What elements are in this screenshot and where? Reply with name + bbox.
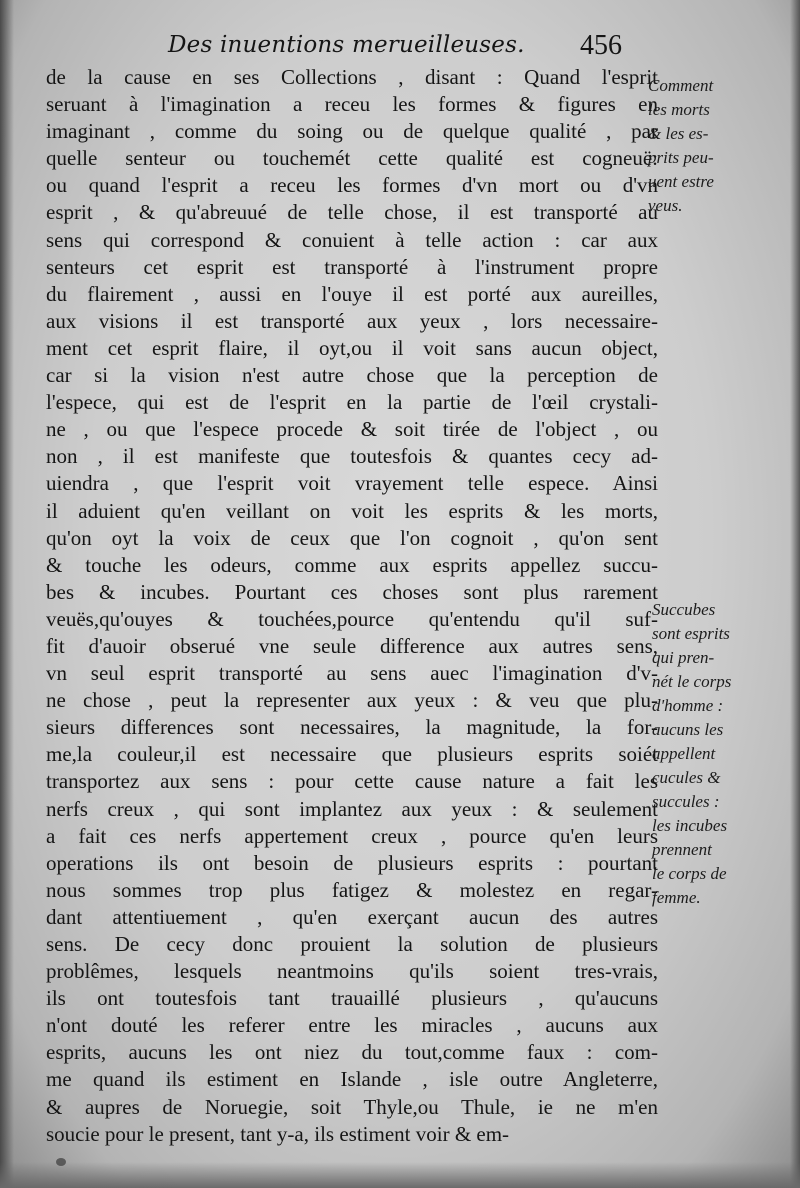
margin-note-line: uent estre	[648, 172, 714, 191]
margin-note-line: femme.	[652, 888, 701, 907]
text-line: vn seul esprit transporté au sens auec l'imagination d'v-	[46, 661, 658, 686]
text-line: car si la vision n'est autre chose que la perception de	[46, 363, 658, 388]
margin-note-line: nét le corps	[652, 672, 732, 691]
text-line: me quand ils estiment en Islande , isle outre Angleterre,	[46, 1067, 658, 1092]
text-line: & aupres de Noruegie, soit Thyle,ou Thule, ie ne m'en	[46, 1094, 658, 1119]
text-line: fit d'auoir obserué vne seule difference aux autres sens,	[46, 633, 658, 658]
text-line: quelle senteur ou touchemét cette qualité est cogneuë:	[46, 146, 658, 171]
text-line: du flairement , aussi en l'ouye il est porté aux aureilles,	[46, 281, 658, 306]
margin-note-line: veus.	[648, 196, 683, 215]
page-shadow-left	[0, 0, 14, 1188]
text-line: aux visions il est transporté aux yeux , lors necessaire-	[46, 308, 658, 333]
margin-note-line: Comment	[648, 76, 714, 95]
text-line: & touche les odeurs, comme aux esprits appellez succu-	[46, 552, 658, 577]
text-line: de la cause en ses Collections , disant : Quand l'esprit	[46, 65, 658, 89]
text-line: uiendra , que l'esprit voit vrayement telle espece. Ainsi	[46, 471, 658, 496]
margin-note-line: appellent	[652, 744, 716, 763]
margin-note-line: & les es-	[648, 124, 709, 143]
text-line: veuës,qu'ouyes & touchées,pource qu'entendu qu'il suf-	[46, 606, 658, 631]
margin-note-succubes	[652, 598, 792, 910]
margin-note-line: prits peu-	[648, 148, 714, 167]
text-line: qu'on oyt la voix de ceux que l'on cognoit , qu'on sent	[46, 525, 658, 550]
margin-note-line: les incubes	[652, 816, 728, 835]
text-line: ne , ou que l'espece procede & soit tirée de l'object , ou	[46, 417, 658, 442]
body-text	[46, 64, 658, 1148]
text-line: seruant à l'imagination a receu les formes & figures en	[46, 92, 658, 117]
margin-note-line: aucuns les	[652, 720, 724, 739]
text-line: imaginant , comme du soing ou de quelque qualité , par	[46, 119, 658, 144]
page-header	[0, 28, 800, 68]
page-shadow-right	[790, 0, 800, 1188]
text-line: sens qui correspond & conuient à telle action : car aux	[46, 227, 658, 252]
text-line: operations ils ont besoin de plusieurs esprits : pourtant	[46, 850, 658, 875]
text-line: a fait ces nerfs appertement creux , pource qu'en leurs	[46, 823, 658, 848]
ink-smudge	[56, 1158, 66, 1166]
text-line: senteurs cet esprit est transporté à l'instrument propre	[46, 254, 658, 279]
text-line: soucie pour le present, tant y-a, ils estiment voir & em-	[46, 1121, 510, 1146]
margin-note-line: qui pren-	[652, 648, 715, 667]
text-line: nous sommes trop plus fatigez & molestez en regar-	[46, 877, 658, 902]
margin-note-line: d'homme :	[652, 696, 724, 715]
margin-note-line: cucules &	[652, 768, 721, 787]
text-line: me,la couleur,il est necessaire que plusieurs esprits soiét	[46, 742, 658, 767]
margin-note-line: le corps de	[652, 864, 727, 883]
text-line: ment cet esprit flaire, il oyt,ou il voit sans aucun object,	[46, 335, 658, 360]
text-line: esprits, aucuns les ont niez du tout,comme faux : com-	[46, 1040, 658, 1065]
margin-note-line: les morts	[648, 100, 710, 119]
text-line: non , il est manifeste que toutesfois & quantes cecy ad-	[46, 444, 658, 469]
text-line: l'espece, qui est de l'esprit en la partie de l'œil crystali-	[46, 390, 658, 415]
text-line: sieurs differences sont necessaires, la magnitude, la for-	[46, 715, 658, 740]
page-number: 456	[580, 30, 622, 61]
text-line: problêmes, lesquels neantmoins qu'ils soient tres-vrais,	[46, 959, 658, 984]
text-line: dant attentiuement , qu'en exerçant aucun des autres	[46, 904, 658, 929]
text-line: ou quand l'esprit a receu les formes d'vn mort ou d'vn	[46, 173, 658, 198]
text-line: sens. De cecy donc prouient la solution de plusieurs	[46, 932, 658, 956]
page-shadow-bottom	[0, 1162, 800, 1188]
text-line: il aduient qu'en veillant on voit les esprits & les morts,	[46, 498, 658, 523]
margin-note-line: Succubes	[652, 600, 716, 619]
margin-note-line: sont esprits	[652, 624, 730, 643]
margin-note-dead-and-spirits	[648, 74, 788, 218]
text-line: n'ont douté les referer entre les miracles , aucuns aux	[46, 1013, 658, 1038]
text-line: esprit , & qu'abreuué de telle chose, il est transporté au	[46, 200, 658, 225]
text-line: nerfs creux , qui sont implantez aux yeux : & seulement	[46, 796, 658, 821]
running-title: Des inuentions merueilleuses.	[168, 32, 525, 58]
text-line: ne chose , peut la representer aux yeux : & veu que plu-	[46, 688, 658, 713]
margin-note-line: succules :	[652, 792, 720, 811]
text-line: transportez aux sens : pour cette cause nature a fait les	[46, 769, 658, 794]
text-line: ils ont toutesfois tant trauaillé plusieurs , qu'aucuns	[46, 986, 658, 1011]
text-line: bes & incubes. Pourtant ces choses sont plus rarement	[46, 579, 658, 604]
margin-note-line: prennent	[652, 840, 712, 859]
